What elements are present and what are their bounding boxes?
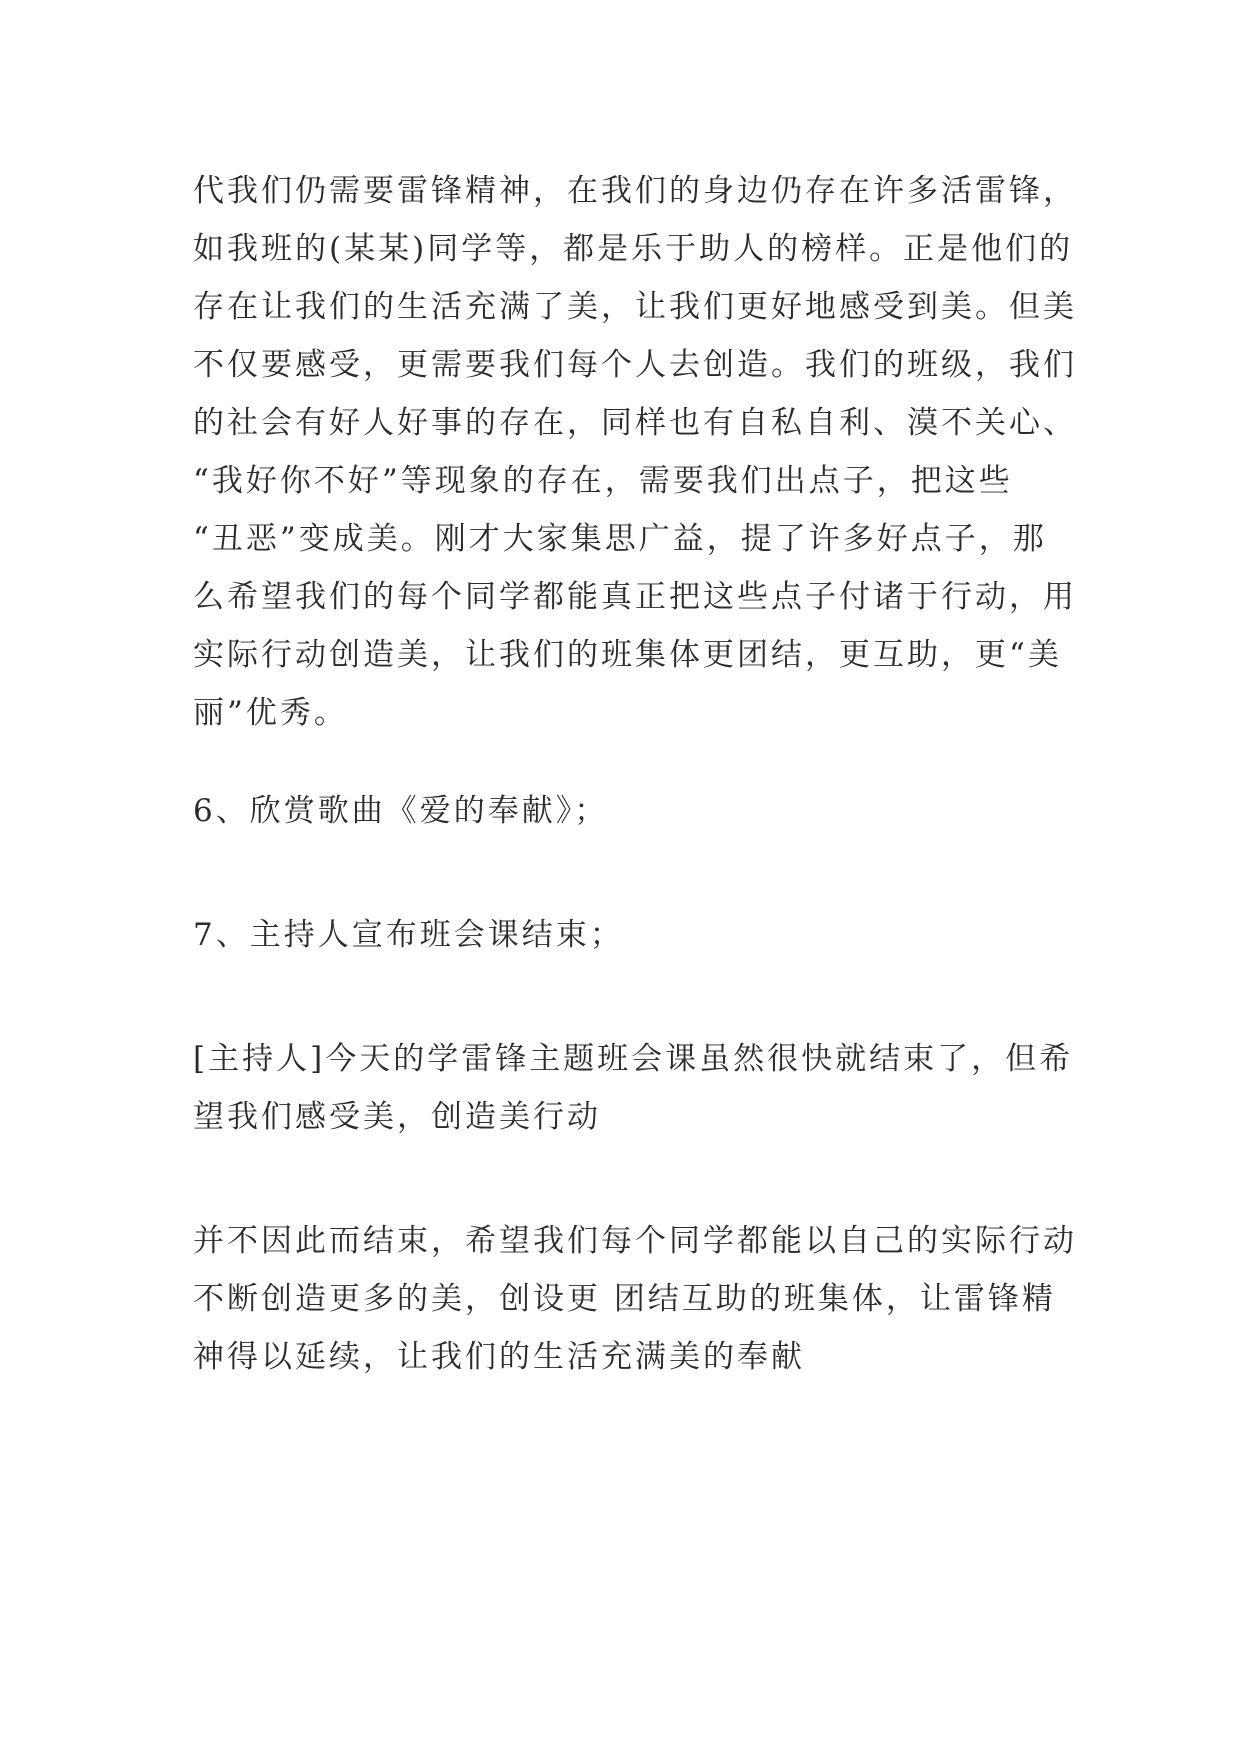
list-item-6: 6、欣赏歌曲《爱的奉献》；	[193, 793, 609, 829]
text-line: 么希望我们的每个同学都能真正把这些点子付诸于行动，用	[193, 579, 1077, 615]
text-line: 存在让我们的生活充满了美，让我们更好地感受到美。但美	[193, 289, 1077, 325]
text-line: 神得以延续，让我们的生活充满美的奉献	[193, 1339, 805, 1375]
text-line: 的社会有好人好事的存在，同样也有自私自利、漠不关心、	[193, 405, 1077, 441]
text-line: 望我们感受美，创造美行动	[193, 1099, 601, 1135]
text-line: 不仅要感受，更需要我们每个人去创造。我们的班级，我们	[193, 347, 1077, 383]
text-line: 代我们仍需要雷锋精神，在我们的身边仍存在许多活雷锋，	[193, 173, 1077, 209]
text-line: 不断创造更多的美，创设更 团结互助的班集体，让雷锋精	[193, 1281, 1056, 1317]
list-item-7: 7、主持人宣布班会课结束；	[193, 917, 624, 953]
text-line: 丽”优秀。	[193, 695, 348, 731]
text-line: “我好你不好”等现象的存在，需要我们出点子，把这些	[193, 463, 1013, 499]
text-line: 并不因此而结束，希望我们每个同学都能以自己的实际行动	[193, 1223, 1077, 1259]
text-line: “丑恶”变成美。刚才大家集思广益，提了许多好点子，那	[193, 521, 1047, 557]
text-line: [主持人]今天的学雷锋主题班会课虽然很快就结束了，但希	[193, 1041, 1074, 1077]
body-paragraph-1	[193, 162, 1077, 742]
text-line: 如我班的(某某)同学等，都是乐于助人的榜样。正是他们的	[193, 231, 1074, 267]
body-paragraph-3	[193, 1212, 1077, 1386]
text-line: 实际行动创造美，让我们的班集体更团结，更互助，更“美	[193, 637, 1062, 673]
body-paragraph-2	[193, 1030, 1073, 1146]
